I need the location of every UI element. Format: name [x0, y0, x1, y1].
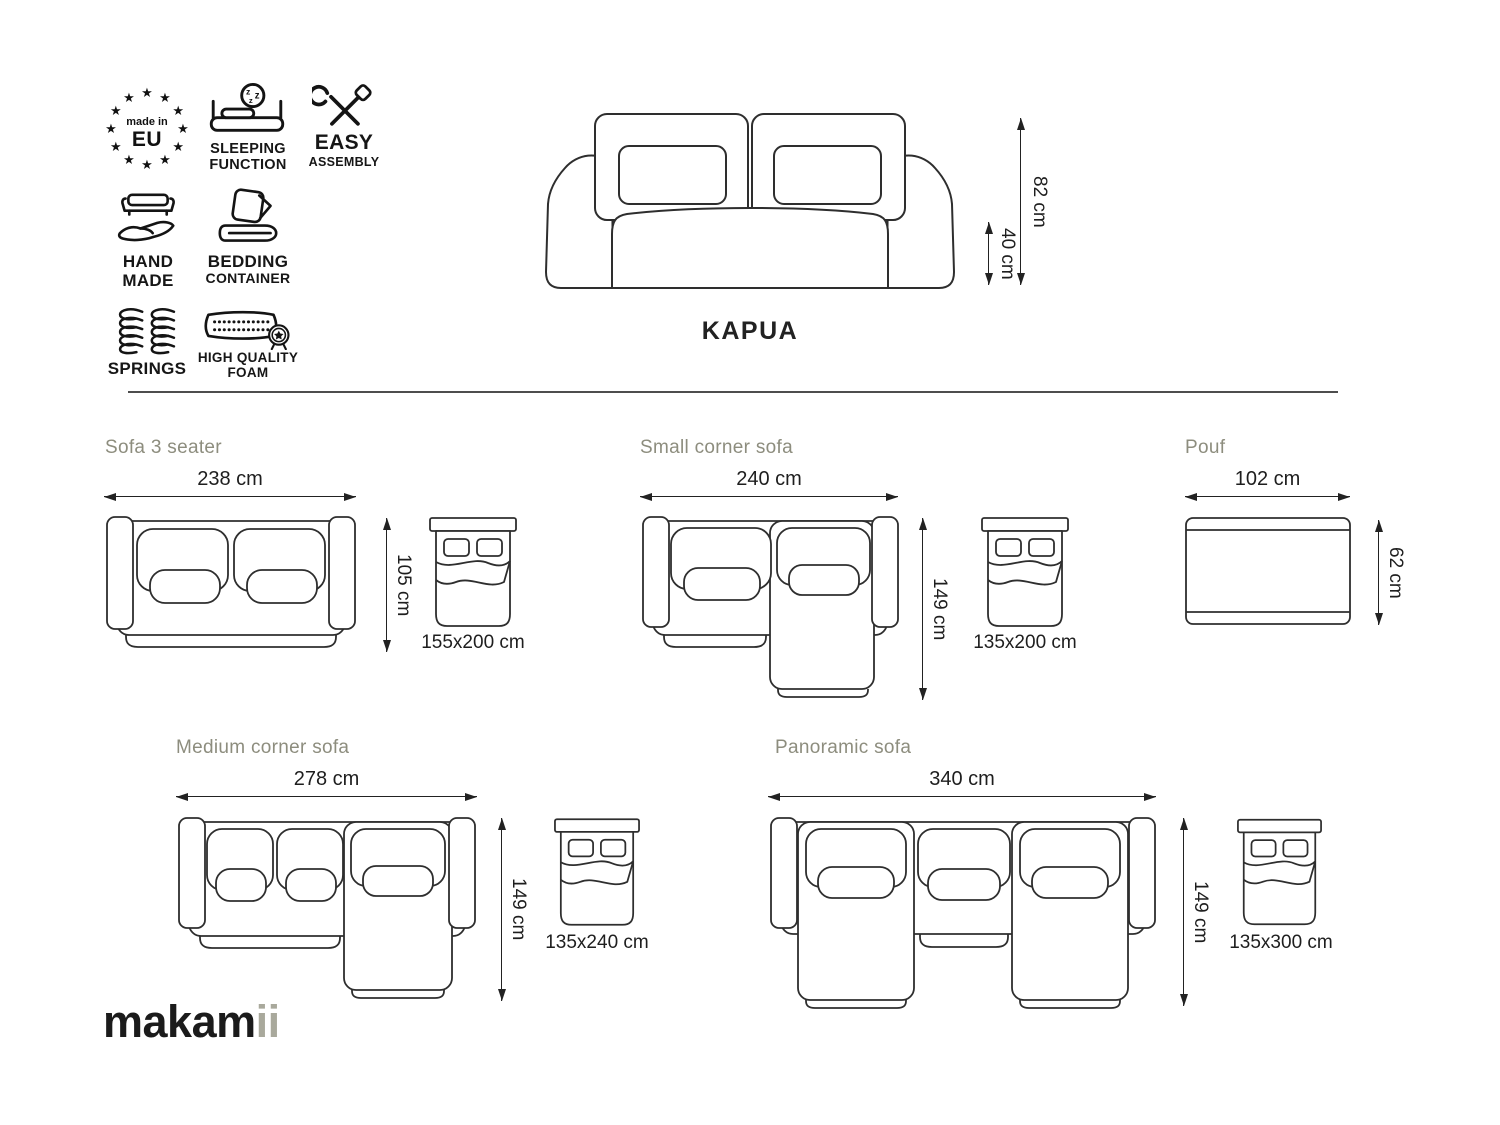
pouf-topview — [1185, 517, 1351, 625]
brand-logo-light: ii — [255, 996, 280, 1047]
variant-width-value: 240 cm — [736, 468, 802, 490]
depth-arrow — [1378, 520, 1379, 625]
bed-icon — [980, 516, 1070, 628]
hand-made-badge — [110, 192, 186, 250]
width-arrow — [104, 496, 356, 497]
brand-logo — [103, 996, 280, 1048]
variant-depth-value: 149 cm — [508, 878, 529, 941]
svg-text:★: ★ — [159, 89, 171, 105]
depth-arrow — [1183, 818, 1184, 1006]
svg-text:★: ★ — [109, 103, 122, 118]
seat-height-value: 40 cm — [997, 227, 1018, 280]
easy-assembly-label: EASY ASSEMBLY — [308, 131, 380, 169]
small-corner-sofa-topview — [640, 513, 900, 701]
bed-icon — [553, 816, 641, 928]
corner-sofa-top-view-icon — [640, 513, 900, 701]
variant-title: Panoramic sofa — [775, 737, 912, 758]
main-sofa-drawing — [535, 102, 965, 297]
springs-badge — [114, 306, 180, 356]
sofa-top-view-icon — [104, 513, 358, 653]
bed-size-value: 135x240 cm — [545, 932, 649, 953]
panoramic-sofa-top-view-icon — [768, 814, 1158, 1012]
bed-size-drawing — [428, 516, 518, 628]
variant-title: Sofa 3 seater — [105, 437, 222, 458]
zzz-text: z — [254, 90, 260, 102]
bed-icon — [428, 516, 518, 628]
zzz-text: z — [246, 86, 251, 97]
total-height-value: 82 cm — [1029, 175, 1050, 228]
high-quality-foam-label: HIGH QUALITY FOAM — [197, 350, 299, 381]
bedding-container-label: BEDDING CONTAINER — [205, 252, 291, 287]
bed-size-drawing — [1236, 816, 1323, 928]
variant-title: Small corner sofa — [640, 437, 793, 458]
bedding-container-icon — [214, 188, 282, 250]
sleeping-function-badge — [205, 82, 289, 138]
bed-icon — [1236, 816, 1323, 928]
hand-made-label: HAND MADE — [122, 252, 174, 291]
high-quality-foam-badge — [198, 306, 298, 350]
svg-text:★: ★ — [123, 152, 135, 168]
svg-text:★: ★ — [109, 139, 122, 154]
svg-text:★: ★ — [141, 157, 153, 172]
variant-depth-value: 149 cm — [1190, 880, 1211, 944]
zzz-text: z — [248, 96, 253, 106]
width-arrow — [640, 496, 898, 497]
panoramic-sofa-topview — [768, 814, 1158, 1012]
corner-sofa-top-view-icon — [176, 814, 478, 1002]
easy-assembly-badge — [312, 82, 376, 134]
variant-width-value: 238 cm — [197, 468, 263, 490]
variant-width-value: 278 cm — [293, 768, 360, 790]
variant-title: Pouf — [1185, 437, 1226, 458]
bed-size-drawing — [553, 816, 641, 928]
bed-size-value: 135x200 cm — [973, 632, 1077, 653]
brand-logo-dark: makam — [103, 996, 256, 1047]
width-arrow — [768, 796, 1156, 797]
svg-text:★: ★ — [141, 85, 153, 100]
pouf-top-view-icon — [1185, 517, 1351, 625]
svg-text:★: ★ — [123, 89, 135, 105]
bed-size-value: 135x300 cm — [1229, 932, 1333, 953]
product-name: KAPUA — [701, 317, 799, 345]
variant-title: Medium corner sofa — [176, 737, 350, 758]
springs-icon — [114, 306, 180, 356]
svg-text:★: ★ — [172, 139, 185, 154]
made-in-text: made in — [126, 116, 168, 128]
variant-depth-value: 149 cm — [929, 577, 950, 641]
total-height-arrow — [1020, 118, 1021, 285]
variant-depth-value: 105 cm — [393, 553, 414, 617]
eu-stars-icon — [105, 84, 189, 174]
sofa-front-view-icon — [535, 102, 965, 297]
easy-assembly-icon — [312, 82, 376, 134]
bed-size-drawing — [980, 516, 1070, 628]
svg-text:★: ★ — [172, 103, 185, 118]
svg-text:★: ★ — [159, 152, 171, 168]
variant-width-value: 340 cm — [929, 768, 995, 790]
bedding-container-badge — [214, 188, 282, 250]
bed-size-value: 155x200 cm — [421, 632, 525, 653]
medium-corner-sofa-topview — [176, 814, 478, 1002]
made-in-eu-badge — [105, 84, 189, 174]
sleeping-function-label: SLEEPING FUNCTION — [209, 141, 287, 174]
variant-width-value: 102 cm — [1234, 468, 1301, 490]
depth-arrow — [386, 518, 387, 652]
sleeping-function-icon — [205, 82, 289, 138]
high-quality-foam-icon — [198, 306, 298, 350]
depth-arrow — [501, 818, 502, 1001]
width-arrow — [1185, 496, 1350, 497]
seat-height-arrow — [988, 222, 989, 285]
divider-line — [128, 391, 1338, 393]
svg-text:★: ★ — [105, 121, 117, 136]
svg-text:★: ★ — [177, 121, 189, 136]
springs-label: SPRINGS — [107, 359, 187, 378]
width-arrow — [176, 796, 477, 797]
eu-text: EU — [131, 128, 163, 151]
sofa-3-seater-topview — [104, 513, 358, 653]
variant-depth-value: 62 cm — [1385, 546, 1406, 599]
depth-arrow — [922, 518, 923, 700]
hand-made-icon — [110, 192, 186, 250]
